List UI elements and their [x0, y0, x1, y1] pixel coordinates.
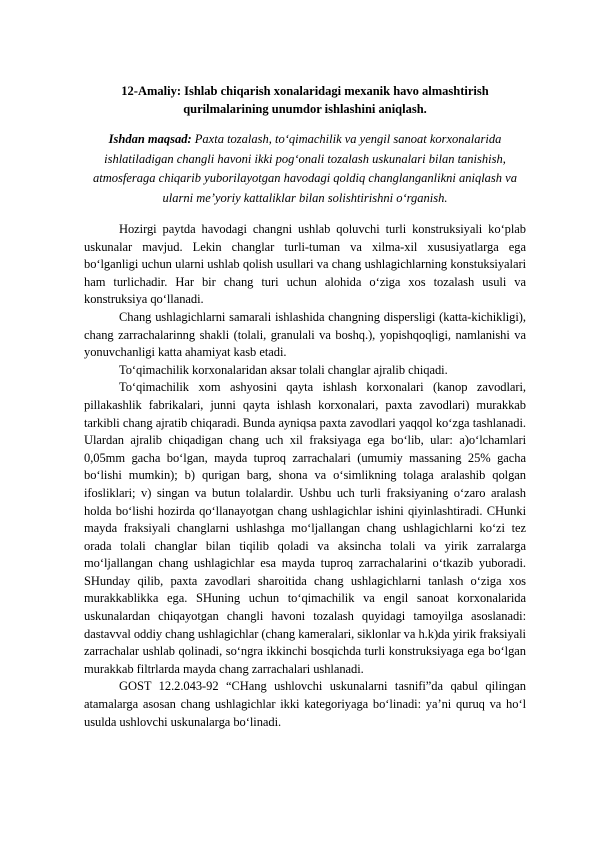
aim-paragraph: [84, 130, 526, 208]
body-paragraph: To‘qimachilik xom ashyosini qayta ishlash korxonalari (kanop zavodlari, pillakashlik fabrikalari, junni qayta ishlash korxonalari, paxta zavodlari) murakkab tarkibli chang ajratib chiqaradi. Bunda ayniqsa paxta zavodlari yaqqol ko‘zga tashlanadi. Ulardan ajralib chiqadigan chang uch xil fraksiyaga ega bo‘lib, ular: a)o‘lchamlari 0,05mm gacha bo‘lgan, mayda tuproq zarrachalari (umumiy massaning 25% gacha bo‘lishi mumkin); b) qurigan barg, shona va o‘simlikning tolaga aralashib qolgan ifosliklari; v) singan va butun tolalardir. Ushbu uch turli fraksiyaning o‘zaro aralash holda bo‘lishi hozirda qo‘llanayotgan chang ushlagichlar ishini qiyinlashtiradi. CHunki mayda fraksiyali changlarni ushlashga mo‘ljallangan chang ushlagichlarni ko‘zi tez orada tolali changlar bilan tiqilib qoladi va aksincha tolali va yirik zarralarga mo‘ljallangan chang ushlagichlar esa mayda tuproq zarrachalarini o‘tkazib yuboradi. SHunday qilib, paxta zavodlari sharoitida chang ushlagichlarni tanlash o‘ziga xos murakkablikka ega. SHuning uchun to‘qimachilik va engil sanoat korxonalarida uskunalardan chiqayotgan changli havoni tozalash quyidagi tamoyilga asoslanadi: dastavval oddiy chang ushlagichlar (chang kameralari, siklonlar va h.k)da yirik fraksiyali zarrachalar ushlab qolinadi, so‘ngra ikkinchi bosqichda turli konstruksiyaga ega bo‘lgan murakkab filtrlarda mayda chang zarrachalari ushlanadi.: [84, 380, 526, 676]
body-paragraph: Hozirgi paytda havodagi changni ushlab qoluvchi turli konstruksiyali ko‘plab uskunalar mavjud. Lekin changlar turli-tuman va xilma-xil xususiyatlarga ega bo‘lganligi uchun ularni ushlab qolish usullari va chang ushlagichlarning konstuksiyalari ham turlichadir. Har bir chang turi uchun alohida o‘ziga xos tozalash usuli va konstruksiya qo‘llanadi.: [84, 222, 526, 307]
body-paragraph: Chang ushlagichlarni samarali ishlashida changning dispersligi (katta-kichikligi), chang zarrachalarinng shakli (tolali, granulali va boshq.), yopishqoqligi, namlanishi va yonuvchanligi katta ahamiyat kasb etadi.: [84, 309, 526, 360]
title-line-1: 12-Amaliy: Ishlab chiqarish xonalaridagi mexanik havo almashtirish: [121, 84, 489, 98]
body-text: [84, 221, 526, 731]
body-paragraph: To‘qimachilik korxonalaridan aksar tolali changlar ajralib chiqadi.: [119, 362, 448, 377]
document-page: [84, 82, 526, 731]
body-paragraph: GOST 12.2.043-92 “CHang ushlovchi uskunalarni tasnifi”da qabul qilingan atamalarga asosan chang ushlagichlar ikki kategoriyaga bo‘linadi: ya’ni quruq va ho‘l usulda ushlovchi uskunalarga bo‘linadi.: [84, 679, 526, 729]
aim-label: Ishdan maqsad:: [108, 132, 192, 146]
aim-text: Paxta tozalash, to‘qimachilik va yengil sanoat korxonalarida ishlatiladigan changli havoni ikki pog‘onali tozalash uskunalari bilan tanishish, atmosferaga chiqarib yuborilayotgan havodagi qoldiq changlanganlikni aniqlash va ularni me’yoriy kattaliklar bilan solishtirishni o‘rganish.: [93, 132, 517, 205]
title-line-2: qurilmalarining unumdor ishlashini aniqlash.: [183, 102, 427, 116]
document-title: [84, 82, 526, 118]
